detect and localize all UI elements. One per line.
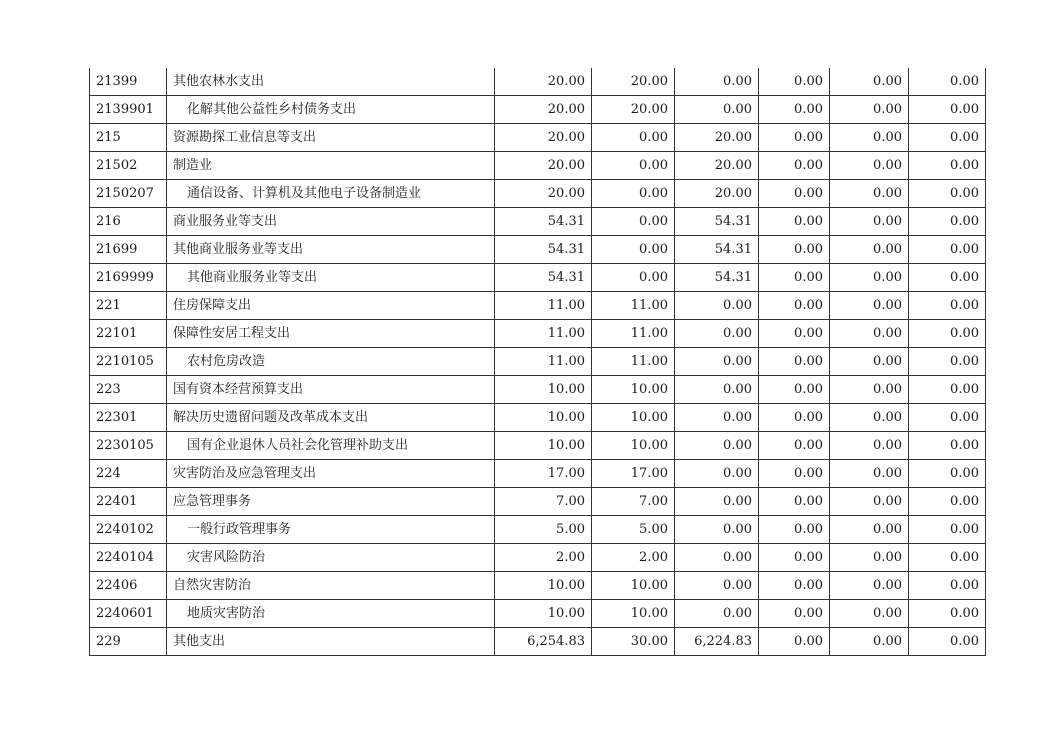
subject-name-cell: 国有企业退休人员社会化管理补助支出: [167, 432, 495, 460]
amount-cell: 0.00: [830, 544, 909, 572]
amount-cell: 54.31: [675, 236, 759, 264]
subject-name-cell: 灾害防治及应急管理支出: [167, 460, 495, 488]
subject-name-cell: 商业服务业等支出: [167, 208, 495, 236]
amount-cell: 0.00: [675, 544, 759, 572]
amount-cell: 0.00: [675, 68, 759, 96]
subject-name-cell: 其他农林水支出: [167, 68, 495, 96]
amount-cell: 0.00: [909, 68, 986, 96]
amount-cell: 0.00: [909, 236, 986, 264]
amount-cell: 0.00: [830, 180, 909, 208]
amount-cell: 0.00: [759, 600, 830, 628]
amount-cell: 0.00: [592, 180, 675, 208]
subject-code-cell: 2150207: [90, 180, 167, 208]
amount-cell: 54.31: [495, 208, 592, 236]
amount-cell: 2.00: [592, 544, 675, 572]
subject-name-cell: 资源勘探工业信息等支出: [167, 124, 495, 152]
subject-code-cell: 2240102: [90, 516, 167, 544]
amount-cell: 0.00: [675, 292, 759, 320]
subject-code-cell: 216: [90, 208, 167, 236]
amount-cell: 10.00: [495, 600, 592, 628]
amount-cell: 0.00: [759, 432, 830, 460]
subject-code-cell: 2169999: [90, 264, 167, 292]
amount-cell: 0.00: [830, 124, 909, 152]
amount-cell: 10.00: [592, 376, 675, 404]
amount-cell: 0.00: [759, 180, 830, 208]
amount-cell: 0.00: [592, 208, 675, 236]
subject-code-cell: 21399: [90, 68, 167, 96]
table-row: [90, 68, 986, 96]
amount-cell: 0.00: [909, 600, 986, 628]
amount-cell: 10.00: [495, 404, 592, 432]
amount-cell: 54.31: [675, 264, 759, 292]
amount-cell: 0.00: [830, 264, 909, 292]
amount-cell: 7.00: [495, 488, 592, 516]
amount-cell: 0.00: [759, 404, 830, 432]
subject-code-cell: 2210105: [90, 348, 167, 376]
amount-cell: 0.00: [759, 516, 830, 544]
amount-cell: 0.00: [909, 292, 986, 320]
subject-code-cell: 22101: [90, 320, 167, 348]
amount-cell: 0.00: [592, 264, 675, 292]
amount-cell: 10.00: [495, 432, 592, 460]
table-body: [90, 68, 986, 656]
amount-cell: 0.00: [909, 264, 986, 292]
amount-cell: 0.00: [759, 264, 830, 292]
amount-cell: 0.00: [759, 124, 830, 152]
amount-cell: 2.00: [495, 544, 592, 572]
amount-cell: 0.00: [909, 348, 986, 376]
amount-cell: 0.00: [759, 488, 830, 516]
amount-cell: 0.00: [909, 180, 986, 208]
subject-name-cell: 地质灾害防治: [167, 600, 495, 628]
subject-name-cell: 化解其他公益性乡村债务支出: [167, 96, 495, 124]
table-row: [90, 264, 986, 292]
subject-code-cell: 21502: [90, 152, 167, 180]
subject-name-cell: 解决历史遗留问题及改革成本支出: [167, 404, 495, 432]
amount-cell: 10.00: [592, 432, 675, 460]
subject-name-cell: 农村危房改造: [167, 348, 495, 376]
table-row: [90, 292, 986, 320]
subject-name-cell: 灾害风险防治: [167, 544, 495, 572]
amount-cell: 11.00: [592, 320, 675, 348]
amount-cell: 0.00: [759, 292, 830, 320]
amount-cell: 5.00: [592, 516, 675, 544]
amount-cell: 0.00: [759, 544, 830, 572]
amount-cell: 20.00: [495, 180, 592, 208]
amount-cell: 20.00: [675, 124, 759, 152]
amount-cell: 0.00: [830, 600, 909, 628]
amount-cell: 0.00: [830, 516, 909, 544]
subject-name-cell: 自然灾害防治: [167, 572, 495, 600]
amount-cell: 0.00: [759, 152, 830, 180]
amount-cell: 20.00: [675, 180, 759, 208]
amount-cell: 0.00: [675, 432, 759, 460]
amount-cell: 0.00: [909, 208, 986, 236]
subject-code-cell: 224: [90, 460, 167, 488]
amount-cell: 54.31: [495, 236, 592, 264]
subject-code-cell: 21699: [90, 236, 167, 264]
amount-cell: 0.00: [759, 572, 830, 600]
table-row: [90, 488, 986, 516]
amount-cell: 0.00: [759, 320, 830, 348]
amount-cell: 0.00: [675, 488, 759, 516]
amount-cell: 0.00: [830, 152, 909, 180]
subject-name-cell: 国有资本经营预算支出: [167, 376, 495, 404]
table-row: [90, 460, 986, 488]
amount-cell: 0.00: [830, 460, 909, 488]
subject-code-cell: 221: [90, 292, 167, 320]
subject-code-cell: 215: [90, 124, 167, 152]
subject-name-cell: 保障性安居工程支出: [167, 320, 495, 348]
amount-cell: 6,224.83: [675, 628, 759, 656]
amount-cell: 0.00: [759, 460, 830, 488]
subject-name-cell: 住房保障支出: [167, 292, 495, 320]
amount-cell: 0.00: [909, 544, 986, 572]
budget-table: [89, 68, 986, 656]
amount-cell: 0.00: [675, 600, 759, 628]
amount-cell: 20.00: [495, 68, 592, 96]
amount-cell: 0.00: [830, 432, 909, 460]
amount-cell: 0.00: [759, 208, 830, 236]
amount-cell: 20.00: [592, 68, 675, 96]
amount-cell: 0.00: [675, 404, 759, 432]
amount-cell: 30.00: [592, 628, 675, 656]
table-row: [90, 376, 986, 404]
amount-cell: 0.00: [675, 460, 759, 488]
amount-cell: 17.00: [592, 460, 675, 488]
amount-cell: 0.00: [909, 628, 986, 656]
amount-cell: 0.00: [909, 460, 986, 488]
table-row: [90, 180, 986, 208]
table-row: [90, 320, 986, 348]
amount-cell: 0.00: [909, 320, 986, 348]
amount-cell: 0.00: [909, 516, 986, 544]
amount-cell: 0.00: [909, 488, 986, 516]
subject-name-cell: 通信设备、计算机及其他电子设备制造业: [167, 180, 495, 208]
amount-cell: 6,254.83: [495, 628, 592, 656]
amount-cell: 20.00: [495, 96, 592, 124]
amount-cell: 0.00: [675, 320, 759, 348]
amount-cell: 11.00: [495, 348, 592, 376]
amount-cell: 20.00: [495, 124, 592, 152]
table-row: [90, 600, 986, 628]
amount-cell: 0.00: [830, 572, 909, 600]
subject-name-cell: 一般行政管理事务: [167, 516, 495, 544]
table-row: [90, 208, 986, 236]
amount-cell: 5.00: [495, 516, 592, 544]
subject-code-cell: 2240601: [90, 600, 167, 628]
amount-cell: 0.00: [830, 628, 909, 656]
amount-cell: 0.00: [909, 432, 986, 460]
subject-code-cell: 2240104: [90, 544, 167, 572]
amount-cell: 10.00: [592, 600, 675, 628]
subject-code-cell: 22301: [90, 404, 167, 432]
amount-cell: 0.00: [909, 376, 986, 404]
amount-cell: 0.00: [909, 572, 986, 600]
table-row: [90, 432, 986, 460]
amount-cell: 54.31: [495, 264, 592, 292]
amount-cell: 17.00: [495, 460, 592, 488]
amount-cell: 0.00: [909, 152, 986, 180]
table-row: [90, 96, 986, 124]
subject-name-cell: 其他商业服务业等支出: [167, 264, 495, 292]
subject-code-cell: 2230105: [90, 432, 167, 460]
amount-cell: 0.00: [830, 376, 909, 404]
amount-cell: 11.00: [592, 348, 675, 376]
amount-cell: 54.31: [675, 208, 759, 236]
amount-cell: 0.00: [675, 348, 759, 376]
amount-cell: 11.00: [495, 292, 592, 320]
amount-cell: 0.00: [830, 96, 909, 124]
subject-name-cell: 制造业: [167, 152, 495, 180]
amount-cell: 0.00: [830, 348, 909, 376]
amount-cell: 10.00: [592, 404, 675, 432]
amount-cell: 0.00: [909, 404, 986, 432]
amount-cell: 10.00: [592, 572, 675, 600]
amount-cell: 0.00: [830, 404, 909, 432]
amount-cell: 0.00: [675, 96, 759, 124]
table-row: [90, 628, 986, 656]
amount-cell: 11.00: [592, 292, 675, 320]
subject-name-cell: 其他商业服务业等支出: [167, 236, 495, 264]
amount-cell: 0.00: [759, 376, 830, 404]
amount-cell: 20.00: [592, 96, 675, 124]
amount-cell: 0.00: [830, 320, 909, 348]
subject-code-cell: 223: [90, 376, 167, 404]
amount-cell: 0.00: [830, 236, 909, 264]
amount-cell: 0.00: [759, 96, 830, 124]
table-row: [90, 348, 986, 376]
table-row: [90, 236, 986, 264]
amount-cell: 7.00: [592, 488, 675, 516]
table-row: [90, 516, 986, 544]
subject-code-cell: 22401: [90, 488, 167, 516]
amount-cell: 0.00: [592, 236, 675, 264]
amount-cell: 10.00: [495, 376, 592, 404]
amount-cell: 0.00: [830, 208, 909, 236]
amount-cell: 0.00: [675, 376, 759, 404]
amount-cell: 0.00: [592, 124, 675, 152]
subject-name-cell: 其他支出: [167, 628, 495, 656]
amount-cell: 0.00: [675, 572, 759, 600]
table-row: [90, 404, 986, 432]
table-row: [90, 124, 986, 152]
amount-cell: 0.00: [909, 96, 986, 124]
amount-cell: 0.00: [759, 236, 830, 264]
amount-cell: 11.00: [495, 320, 592, 348]
table-row: [90, 572, 986, 600]
table-row: [90, 544, 986, 572]
subject-code-cell: 229: [90, 628, 167, 656]
amount-cell: 0.00: [909, 124, 986, 152]
amount-cell: 0.00: [759, 628, 830, 656]
amount-cell: 0.00: [830, 68, 909, 96]
amount-cell: 20.00: [495, 152, 592, 180]
amount-cell: 0.00: [759, 68, 830, 96]
amount-cell: 0.00: [592, 152, 675, 180]
subject-code-cell: 2139901: [90, 96, 167, 124]
subject-code-cell: 22406: [90, 572, 167, 600]
subject-name-cell: 应急管理事务: [167, 488, 495, 516]
amount-cell: 0.00: [830, 292, 909, 320]
table-row: [90, 152, 986, 180]
amount-cell: 0.00: [675, 516, 759, 544]
amount-cell: 20.00: [675, 152, 759, 180]
amount-cell: 0.00: [830, 488, 909, 516]
amount-cell: 0.00: [759, 348, 830, 376]
amount-cell: 10.00: [495, 572, 592, 600]
